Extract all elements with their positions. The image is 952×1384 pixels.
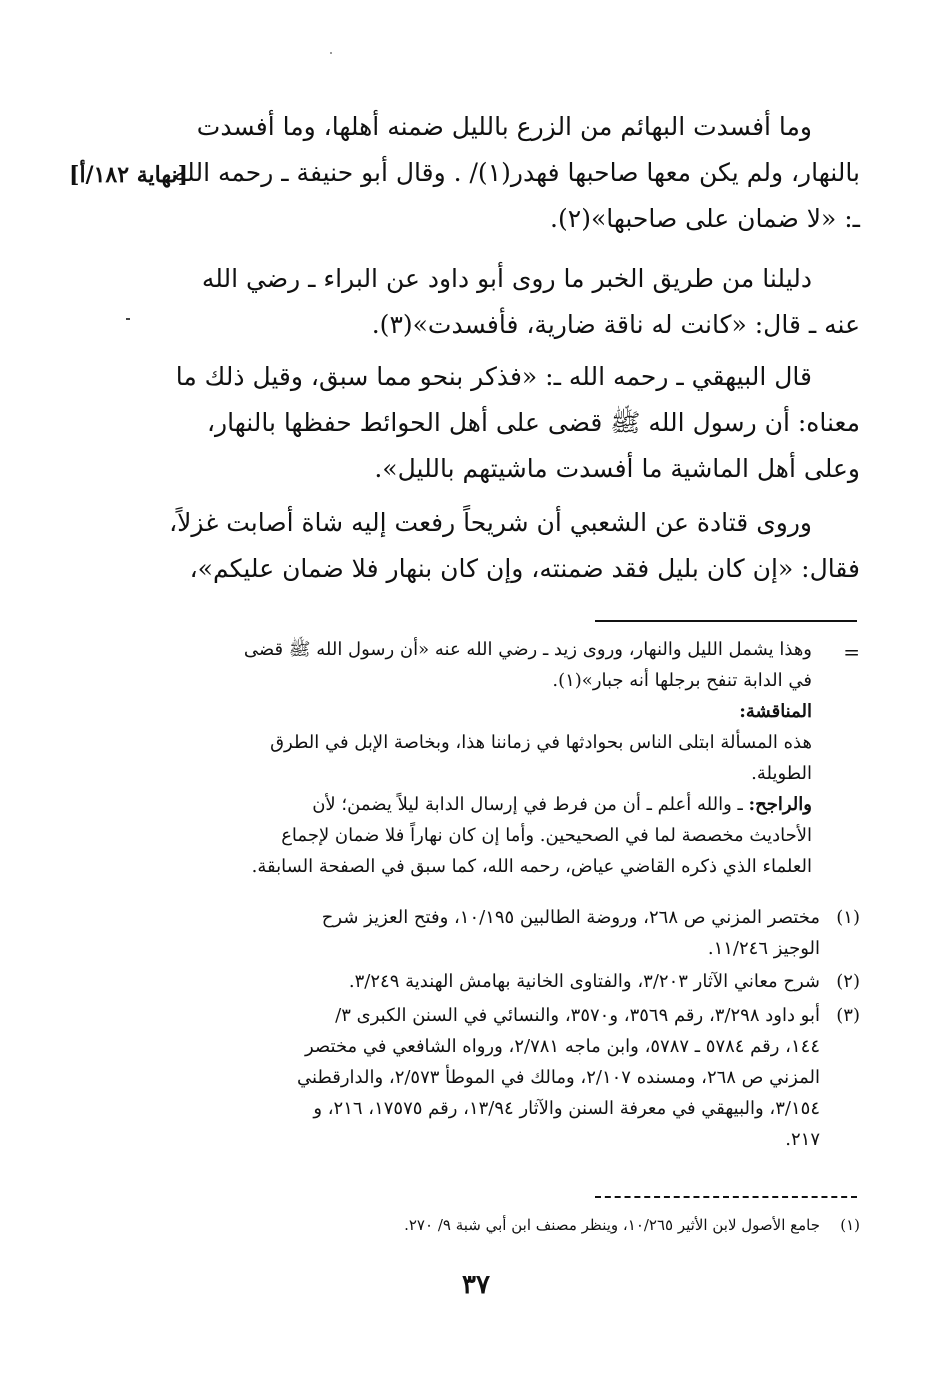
paragraph-3-line-1: قال البيهقي ـ رحمه الله ـ: «فذكر بنحو مما سبق، وقيل ذلك ما: [175, 362, 812, 391]
preferred-line-3: العلماء الذي ذكره القاضي عياض، رحمه الله، كما سبق في الصفحة السابقة.: [251, 856, 812, 877]
footnote-3-number: (٣): [836, 1005, 860, 1026]
footnote-2-line-1: شرح معاني الآثار ٣/٢٠٣، والفتاوى الخانية بهامش الهندية ٣/٢٤٩.: [348, 971, 820, 992]
scan-speck: [330, 52, 332, 54]
footnote-3-row-1: [164, 1000, 860, 1031]
paragraph-1-line-3: ـ: «لا ضمان على صاحبها»(٢).: [550, 204, 860, 233]
paragraph-3: [148, 354, 860, 492]
footnote-1: [164, 902, 860, 964]
paragraph-2-line-2: عنه ـ قال: «كانت له ناقة ضارية، فأفسدت»(٣).: [371, 310, 860, 339]
discussion-line-2: الطويلة.: [751, 763, 812, 784]
footnote-2-number: (٢): [836, 971, 860, 992]
scan-mark: [126, 318, 130, 320]
footnote-1-number: (١): [836, 907, 860, 928]
paragraph-4-line-1: وروى قتادة عن الشعبي أن شريحاً رفعت إليه شاة أصابت غزلاً،: [169, 508, 812, 537]
footnote-1-line-2: الوجيز ١١/٢٤٦.: [707, 938, 820, 959]
footnote-continuation: [164, 634, 812, 882]
paragraph-3-line-3: وعلى أهل الماشية ما أفسدت ماشيتهم بالليل».: [374, 454, 860, 483]
footnote-3-line-5: ٢١٧.: [785, 1129, 820, 1150]
footnote-1-line-1: مختصر المزني ص ٢٦٨، وروضة الطالبين ١٠/١٩٥، وفتح العزيز شرح: [321, 907, 820, 928]
footnote-separator: [595, 620, 857, 622]
footnote-3-line-4: ٣/١٥٤، والبيهقي في معرفة السنن والآثار ١٣/٩٤، رقم ١٧٥٧٥، ٢١٦، و: [313, 1098, 820, 1119]
paragraph-3-line-2: معناه: أن رسول الله ﷺ قضى على أهل الحوائط حفظها بالنهار،: [206, 408, 860, 437]
continuation-marker: =: [843, 640, 860, 664]
subnote-number: (١): [840, 1216, 860, 1234]
subnote-row: [160, 1212, 860, 1238]
footnote-2: [164, 966, 860, 997]
paragraph-1: [148, 104, 860, 242]
paragraph-2-line-1: دليلنا من طريق الخبر ما روى أبو داود عن البراء ـ رضي الله: [201, 264, 812, 293]
preferred-line-2: الأحاديث مخصصة لما في الصحيحين. وأما إن كان نهاراً فلا ضمان لإجماع: [281, 825, 812, 846]
footnote-3: [164, 1000, 860, 1155]
continuation-line-2: في الدابة تنفح برجلها أنه جبار»(١).: [552, 670, 812, 691]
continuation-line-1: وهذا يشمل الليل والنهار، وروى زيد ـ رضي الله عنه «أن رسول الله ﷺ قضى: [243, 639, 812, 660]
paragraph-1-line-1: وما أفسدت البهائم من الزرع بالليل ضمنه أهلها، وما أفسدت: [196, 112, 812, 141]
footnote-3-line-1: أبو داود ٣/٢٩٨، رقم ٣٥٦٩، و٣٥٧٠، والنسائي في السنن الكبرى ٣/: [335, 1005, 820, 1026]
footnote-3-line-2: ١٤٤، رقم ٥٧٨٤ ـ ٥٧٨٧، وابن ماجه ٢/٧٨١، ورواه الشافعي في مختصر: [304, 1036, 820, 1057]
subnote: [160, 1212, 860, 1238]
footnote-3-line-3: المزني ص ٢٦٨، ومسنده ٢/١٠٧، ومالك في الموطأ ٢/٥٧٣، والدارقطني: [297, 1067, 820, 1088]
footnote-1-row-1: [164, 902, 860, 933]
paragraph-4-line-2: فقال: «إن كان بليل فقد ضمنته، وإن كان بنهار فلا ضمان عليكم»،: [189, 554, 860, 583]
paragraph-1-line-2: بالنهار، ولم يكن معها صاحبها فهدر(١)/ . وقال أبو حنيفة ـ رحمه الله: [173, 158, 860, 187]
preferred-label: والراجح:: [748, 794, 812, 815]
discussion-heading: المناقشة:: [739, 701, 812, 722]
footnote-2-row-1: [164, 966, 860, 997]
paragraph-2: [148, 256, 860, 348]
discussion-line-1: هذه المسألة ابتلى الناس بحوادثها في زماننا هذا، وبخاصة الإبل في الطرق: [270, 732, 812, 753]
paragraph-4: [148, 500, 860, 592]
margin-marker: [نهاية ١٨٢/أ]: [69, 162, 188, 188]
preferred-text: ـ والله أعلم ـ أن من فرط في إرسال الدابة ليلاً يضمن؛ لأن: [312, 794, 749, 815]
subnote-separator: [595, 1196, 857, 1198]
page-number: ٣٧: [462, 1270, 490, 1300]
preferred-line-1: [164, 789, 812, 820]
subnote-text: جامع الأصول لابن الأثير ١٠/٢٦٥، وينظر مصنف ابن أبي شبة ٩/ ٢٧٠.: [404, 1216, 820, 1234]
